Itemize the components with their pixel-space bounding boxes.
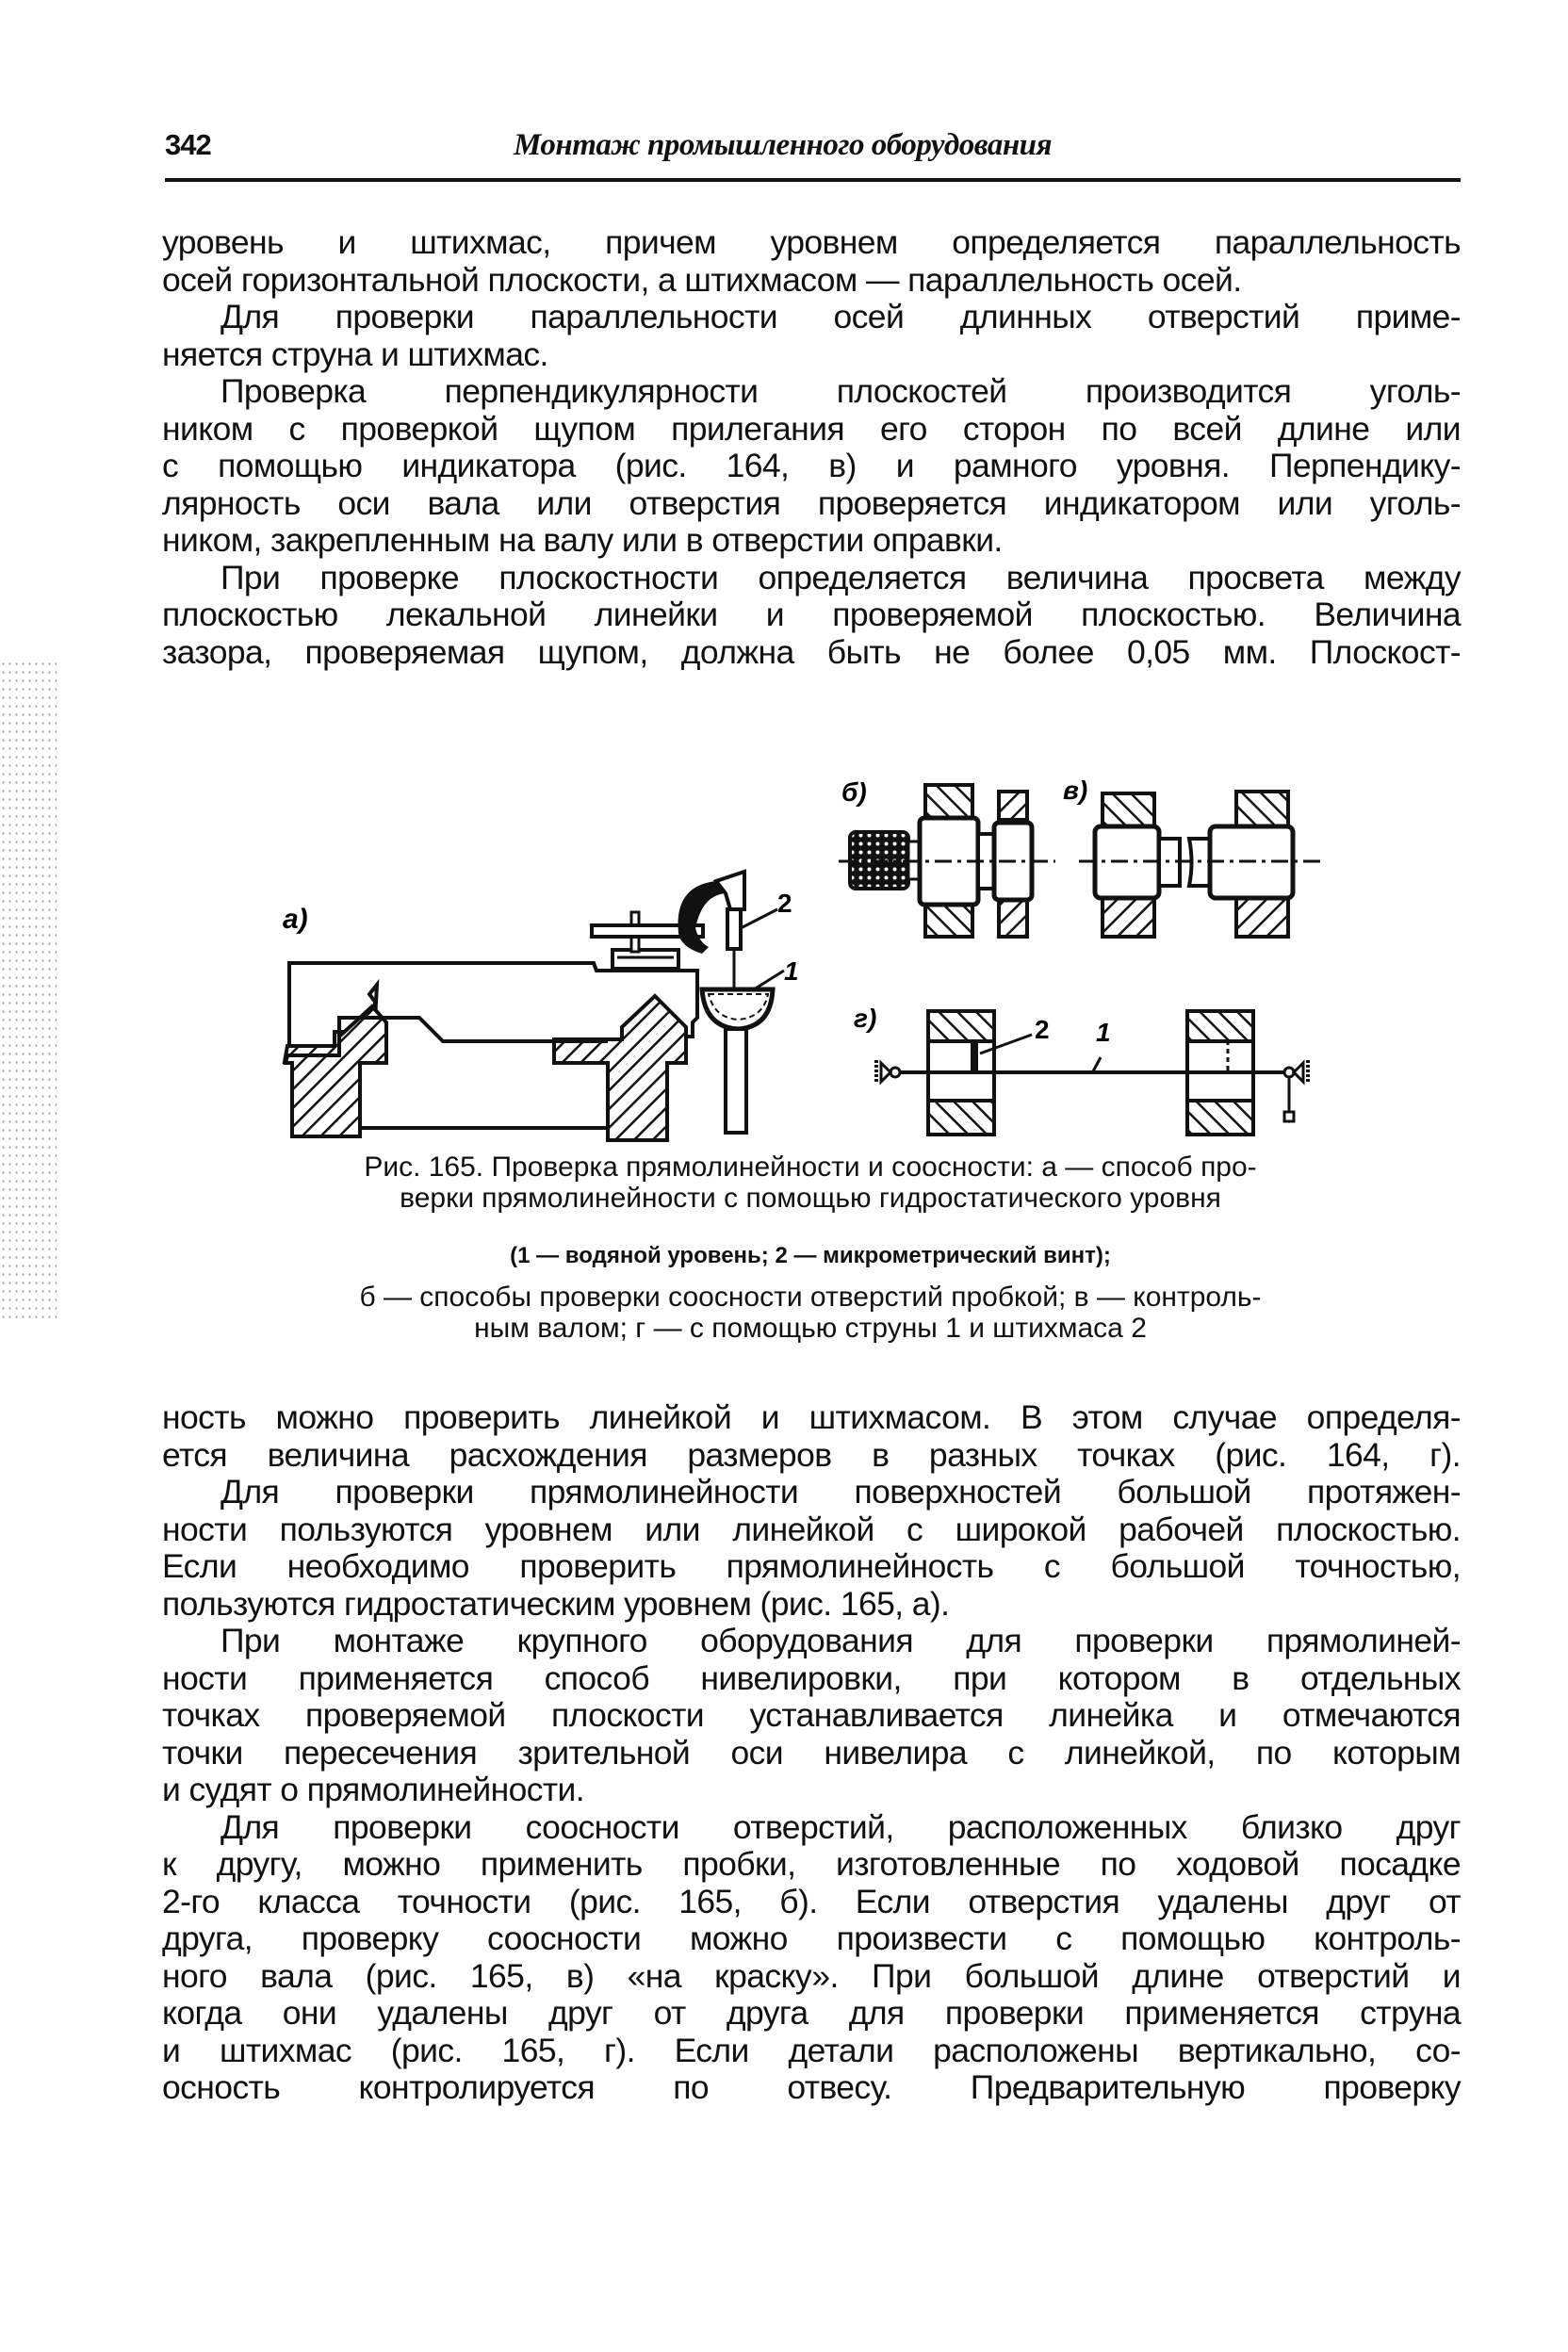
text-line: ником, закрепленным на валу или в отверстии оправки.	[162, 521, 1003, 559]
caption-legend-line: (1 — водяной уровень; 2 — микрометрический винт);	[510, 1243, 1111, 1268]
callout-a-2: 2	[777, 889, 792, 918]
figure-165	[254, 735, 1338, 1150]
text-line: При проверке плоскостности определяется величина просвета между	[220, 558, 1461, 596]
text-line: зазора, проверяемая щупом, должна быть не более 0,05 мм. Плоскост-	[162, 632, 1461, 671]
page-number: 342	[165, 128, 211, 161]
text-line: Если необходимо проверить прямолинейность с большой точностью,	[162, 1547, 1461, 1585]
text-line: точки пересечения зрительной оси нивелира с линейкой, по которым	[162, 1733, 1461, 1772]
text-line: Для проверки прямолинейности поверхностей большой протяжен-	[220, 1473, 1461, 1511]
caption-line: ным валом; г — с помощью струны 1 и штихмаса 2	[474, 1313, 1147, 1344]
text-line: ности применяется способ нивелировки, при котором в отдельных	[162, 1658, 1461, 1697]
text-line: когда они удалены друг от друга для проверки применяется струна	[162, 1994, 1461, 2032]
text-line: осность контролируется по отвесу. Предварительную проверку	[162, 2068, 1461, 2106]
caption-line: Рис. 165. Проверка прямолинейности и соосности: а — способ про-	[364, 1152, 1257, 1183]
text-line: При монтаже крупного оборудования для проверки прямолиней-	[220, 1622, 1461, 1659]
page-header	[165, 124, 1456, 181]
caption-line: верки прямолинейности с помощью гидростатического уровня	[400, 1183, 1221, 1214]
panel-label-g: г)	[854, 1004, 877, 1033]
scan-margin-noise	[0, 660, 57, 1319]
text-line: к другу, можно применить пробки, изготовленные по ходовой посадке	[162, 1845, 1461, 1883]
running-title: Монтаж промышленного оборудования	[514, 128, 1052, 162]
text-line: ности пользуются уровнем или линейкой с широкой рабочей плоскостью.	[162, 1510, 1461, 1548]
panel-label-b: б)	[841, 777, 867, 807]
text-line: 2-го класса точности (рис. 165, б). Если отверстия удалены друг от	[162, 1882, 1461, 1920]
panel-v-control-shaft	[1063, 776, 1324, 937]
text-line: няется струна и штихмас.	[162, 335, 548, 373]
bottom-text-block	[162, 1399, 1461, 2107]
text-line: и судят о прямолинейности.	[162, 1771, 585, 1808]
text-line: и штихмас (рис. 165, г). Если детали расположены вертикально, со-	[162, 2031, 1461, 2069]
panel-g-string-check	[854, 1004, 1308, 1135]
text-line: Проверка перпендикулярности плоскостей производится уголь-	[220, 372, 1461, 410]
text-line: Для проверки параллельности осей длинных отверстий приме-	[220, 298, 1461, 335]
text-line: ется величина расхождения размеров в разных точках (рис. 164, г).	[162, 1435, 1461, 1474]
text-line: уровень и штихмас, причем уровнем определяется параллельность	[162, 223, 1461, 261]
text-line: ность можно проверить линейкой и штихмасом. В этом случае определя-	[162, 1398, 1461, 1436]
text-line: друга, проверку соосности можно произвести с помощью контроль-	[162, 1919, 1461, 1957]
top-text-block	[162, 224, 1461, 671]
text-line: с помощью индикатора (рис. 164, в) и рамного уровня. Перпендику-	[162, 447, 1461, 484]
panel-label-v: в)	[1063, 776, 1088, 805]
header-rule	[165, 178, 1461, 182]
panel-b-plug-check	[839, 777, 1055, 937]
text-line: точках проверяемой плоскости устанавливается линейка и отмечаются	[162, 1696, 1461, 1734]
panel-label-a: а)	[283, 904, 308, 935]
callout-g-1: 1	[1096, 1018, 1111, 1047]
callout-g-2: 2	[1035, 1015, 1050, 1044]
text-line: ником с проверкой щупом прилегания его сторон по всей длине или	[162, 409, 1461, 448]
caption-legend	[254, 1242, 1366, 1270]
text-line: ного вала (рис. 165, в) «на краску». При большой длине отверстий и	[162, 1956, 1461, 1995]
text-line: Для проверки соосности отверстий, расположенных близко друг	[220, 1807, 1461, 1846]
figure-caption	[254, 1152, 1366, 1214]
text-line: плоскостью лекальной линейки и проверяемой плоскостью. Величина	[162, 596, 1461, 633]
panel-a-hydrostatic-level	[283, 872, 799, 1140]
text-line: лярность оси вала или отверстия проверяется индикатором или уголь-	[162, 483, 1461, 522]
text-line: пользуются гидростатическим уровнем (рис. 165, а).	[162, 1584, 950, 1623]
caption-continued	[254, 1282, 1366, 1344]
callout-a-1: 1	[784, 956, 799, 986]
text-line: осей горизонтальной плоскости, а штихмасом — параллельность осей.	[162, 260, 1242, 299]
caption-line: б — способы проверки соосности отверстий пробкой; в — контроль-	[359, 1282, 1262, 1313]
